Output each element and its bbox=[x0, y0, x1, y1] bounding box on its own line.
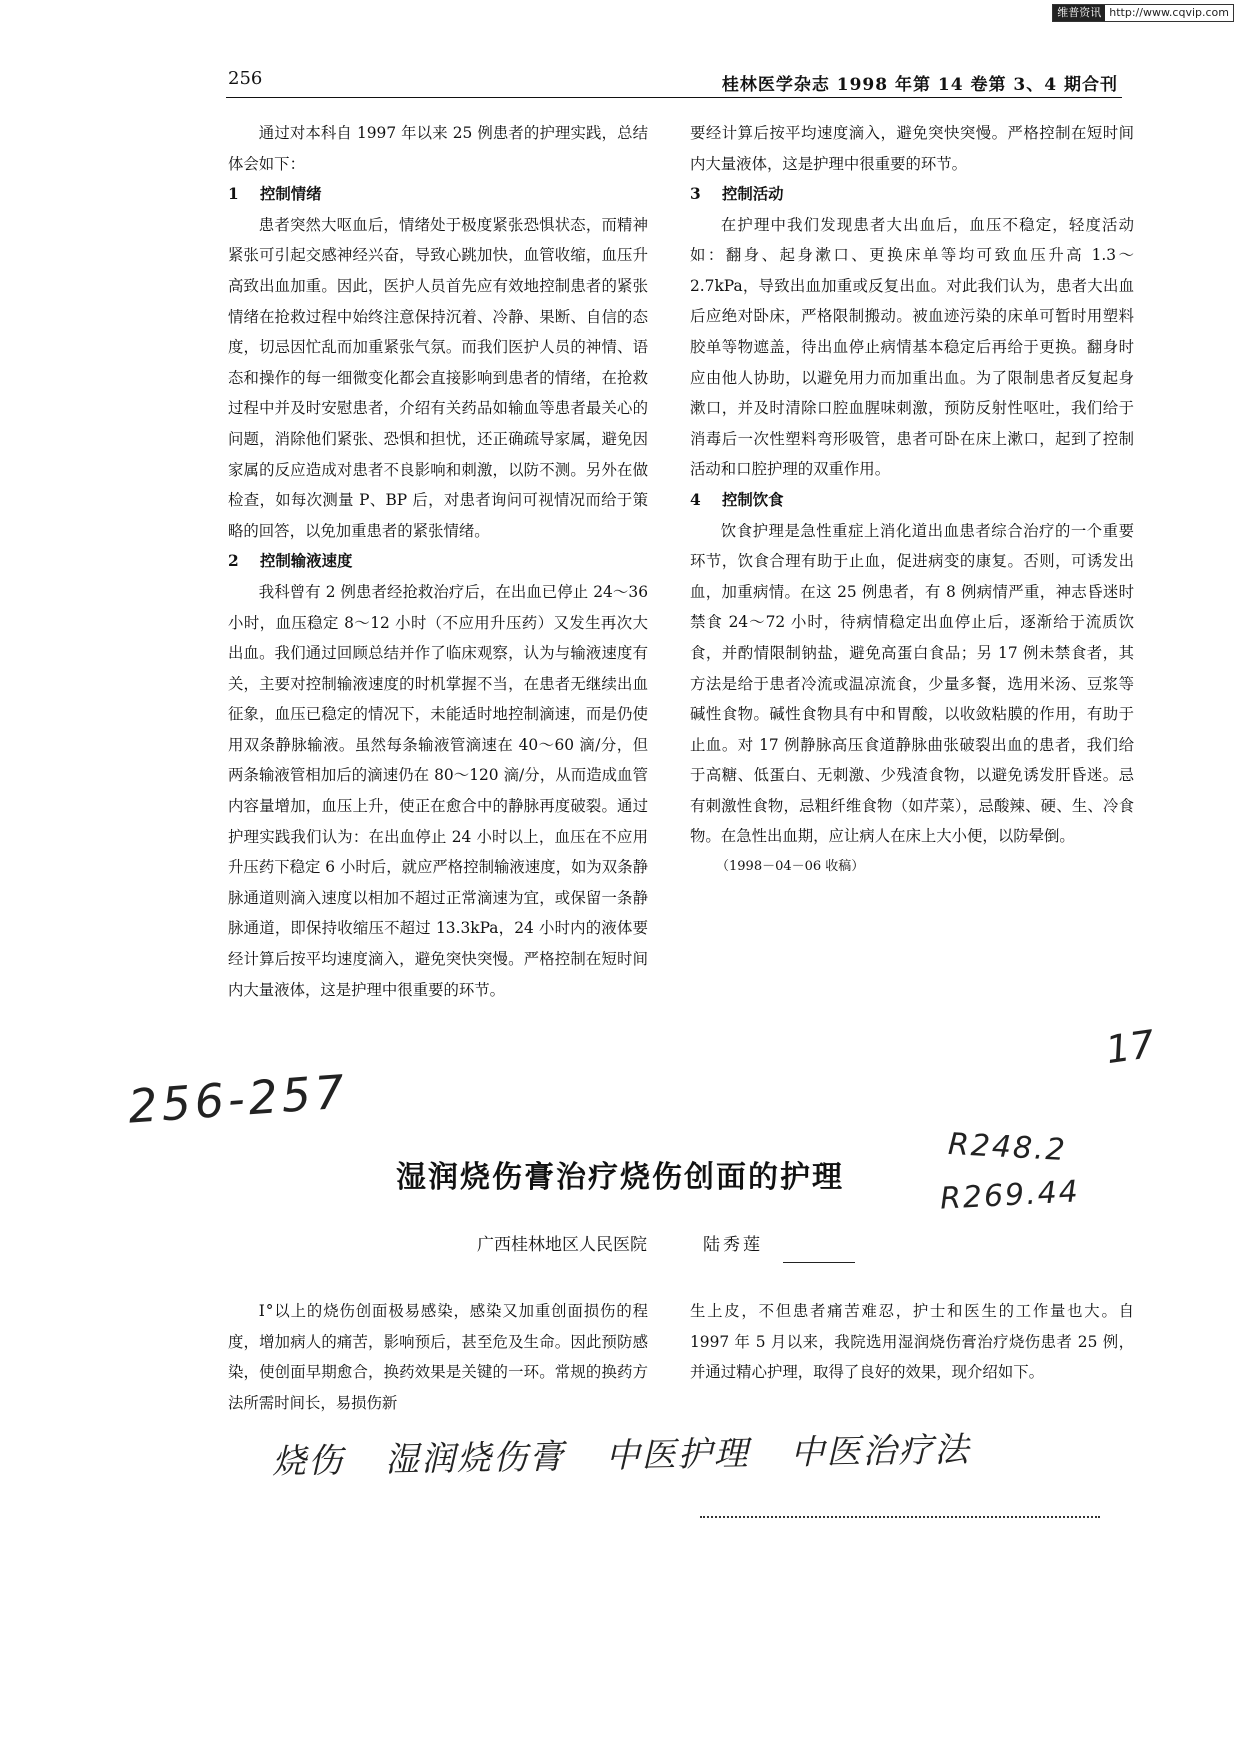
article2-author: 陆秀莲 bbox=[703, 1235, 763, 1255]
handwritten-keywords: 烧伤 湿润烧伤膏 中医护理 中医治疗法 bbox=[271, 1429, 971, 1483]
author-underline bbox=[783, 1262, 855, 1263]
article2-intro-left bbox=[228, 1296, 648, 1418]
section-2-heading: 2 控制输液速度 bbox=[228, 552, 353, 571]
watermark-brand: 维普资讯 bbox=[1053, 5, 1105, 21]
article2-intro-right-text: 生上皮，不但患者痛苦难忍，护士和医生的工作量也大。自 1997 年 5 月以来，我院选用湿润烧伤膏治疗烧伤患者 25 例，并通过精心护理，取得了良好的效果，现介绍如下。 bbox=[690, 1302, 1134, 1382]
section-4-heading: 4 控制饮食 bbox=[690, 490, 784, 509]
article1-left-column bbox=[228, 118, 648, 999]
watermark-url: http://www.cqvip.com bbox=[1105, 5, 1233, 21]
section-2-paragraph: 我科曾有 2 例患者经抢救治疗后，在出血已停止 24～36 小时，血压稳定 8～12 小时（不应用升压药）又发生再次大出血。我们通过回顾总结并作了临床观察，认为与输液速度有关，主要对控制输液速度的时机掌握不当，在患者无继续出血征象，血压已稳定的情况下，未能适时地控制滴速，而是仍使用双条静脉输液。虽然每条输液管滴速在 40～60 滴/分，但两条输液管相加后的滴速仍在 80～120 滴/分，从而造成血管内容量增加，血压上升，使正在愈合中的静脉再度破裂。通过护理实践我们认为：在出血停止 24 小时以上，血压在不应用升压药下稳定 6 小时后，就应严格控制输液速度，如为双条静脉通道则滴入速度以相加不超过正常滴速为宜，或保留一条静脉通道，即保持收缩压不超过 13.3kPa，24 小时内的液体要经计算后按平均速度滴入，避免突快突慢。严格控制在短时间内大量液体，这是护理中很重要的环节。 bbox=[228, 582, 648, 999]
received-date: （1998－04－06 收稿） bbox=[716, 859, 865, 875]
running-header: 桂林医学杂志 1998 年第 14 卷第 3、4 期合刊 bbox=[721, 75, 1118, 95]
watermark-banner bbox=[1052, 4, 1234, 22]
article2-title: 湿润烧伤膏治疗烧伤创面的护理 bbox=[396, 1160, 844, 1195]
page-number: 256 bbox=[228, 68, 263, 89]
handwritten-mark: 17 bbox=[1103, 1021, 1158, 1073]
scan-rule bbox=[700, 1516, 1100, 1518]
article2-affiliation: 广西桂林地区人民医院 bbox=[477, 1235, 647, 1255]
section-3-heading: 3 控制活动 bbox=[690, 185, 784, 203]
article2-intro-left-text: Ⅰ°以上的烧伤创面极易感染，感染又加重创面损伤的程度，增加病人的痛苦，影响预后，甚至危及生命。因此预防感染，使创面早期愈合，换药效果是关键的一环。常规的换药方法所需时间长，易损伤新 bbox=[228, 1302, 648, 1412]
article2-byline bbox=[0, 1230, 1240, 1255]
section-1-paragraph: 患者突然大呕血后，情绪处于极度紧张恐惧状态，而精神紧张可引起交感神经兴奋，导致心跳加快，血管收缩，血压升高致出血加重。因此，医护人员首先应有效地控制患者的紧张情绪在抢救过程中始终注意保持沉着、冷静、果断、自信的态度，切忌因忙乱而加重紧张气氛。而我们医护人员的神情、语态和操作的每一细微变化都会直接影响到患者的情绪，在抢救过程中并及时安慰患者，介绍有关药品如输血等患者最关心的问题，消除他们紧张、恐惧和担忧，还正确疏导家属，避免因家属的反应造成对患者不良影响和刺激，以防不测。另外在做检查，如每次测量 P、BP 后，对患者询问可视情况而给于策略的回答，以免加重患者的紧张情绪。 bbox=[228, 215, 648, 540]
article1-intro: 通过对本科自 1997 年以来 25 例患者的护理实践，总结体会如下： bbox=[228, 124, 648, 173]
section-4-paragraph: 饮食护理是急性重症上消化道出血患者综合治疗的一个重要环节，饮食合理有助于止血，促进病变的康复。否则，可诱发出血，加重病情。在这 25 例患者，有 8 例病情严重，神志昏迷时禁食 24～72 小时，待病情稳定出血停止后，逐渐给于流质饮食，并酌情限制钠盐，避免高蛋白食品；另 17 例未禁食者，其方法是给于患者冷流或温凉流食，少量多餐，选用米汤、豆浆等碱性食物。碱性食物具有中和胃酸，以收敛粘膜的作用，有助于止血。对 17 例静脉高压食道静脉曲张破裂出血的患者，我们给于高糖、低蛋白、无刺激、少残渣食物，以避免诱发肝昏迷。忌有刺激性食物，忌粗纤维食物（如芹菜），忌酸辣、硬、生、冷食物。在急性出血期，应让病人在床上大小便，以防晕倒。 bbox=[690, 521, 1134, 846]
section-3-paragraph: 在护理中我们发现患者大出血后，血压不稳定，轻度活动如：翻身、起身漱口、更换床单等均可致血压升高 1.3～2.7kPa，导致出血加重或反复出血。对此我们认为，患者大出血后应绝对卧床，严格限制搬动。被血迹污染的床单可暂时用塑料胶单等物遮盖，待出血停止病情基本稳定后再给于更换。翻身时应由他人协助，以避免用力而加重出血。为了限制患者反复起身漱口，并及时清除口腔血腥味刺激，预防反射性呕吐，我们给于消毒后一次性塑料弯形吸管，患者可卧在床上漱口，起到了控制活动和口腔护理的双重作用。 bbox=[690, 215, 1134, 479]
section-1-heading: 1 控制情绪 bbox=[228, 185, 322, 204]
article1-right-column bbox=[690, 118, 1134, 883]
article2-intro-right bbox=[690, 1296, 1134, 1388]
handwritten-class-code-1: R248.2 bbox=[947, 1126, 1068, 1169]
header-rule bbox=[226, 97, 1122, 98]
handwritten-page-range: 256-257 bbox=[126, 1064, 350, 1134]
section-2-continued: 要经计算后按平均速度滴入，避免突快突慢。严格控制在短时间内大量液体，这是护理中很重要的环节。 bbox=[690, 124, 1134, 173]
handwritten-class-code-2: R269.44 bbox=[939, 1174, 1081, 1217]
